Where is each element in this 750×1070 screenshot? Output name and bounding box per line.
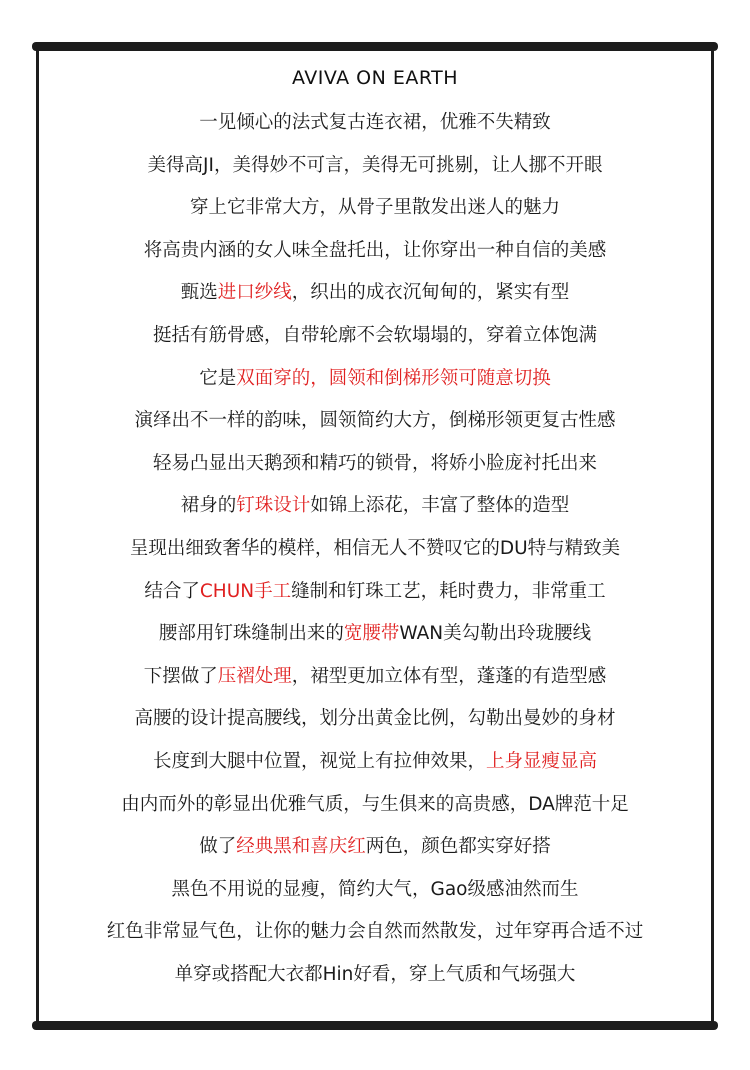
description-line <box>44 400 706 443</box>
line-text: 单穿或搭配大衣都Hin好看，穿上气质和气场强大 <box>174 963 576 985</box>
line-text: 挺括有筋骨感，自带轮廓不会软塌塌的，穿着立体饱满 <box>152 324 597 346</box>
description-line <box>44 954 706 997</box>
highlighted-text: 宽腰带 <box>343 623 400 645</box>
line-text: 下摆做了 <box>143 665 218 687</box>
line-text: ，织出的成衣沉甸甸的，紧实有型 <box>291 282 570 304</box>
description-line <box>44 485 706 528</box>
line-text: 穿上它非常大方，从骨子里散发出迷人的魅力 <box>189 197 560 219</box>
description-line <box>44 571 706 614</box>
line-text: 黑色不用说的显瘦，简约大气，Gao级感油然而生 <box>171 878 579 900</box>
scroll-bottom-bar <box>32 1021 718 1030</box>
line-text: 甄选 <box>180 282 218 304</box>
line-text: 轻易凸显出天鹅颈和精巧的锁骨，将娇小脸庞衬托出来 <box>152 452 597 474</box>
line-text: 红色非常显气色，让你的魅力会自然而然散发，过年穿再合适不过 <box>106 921 644 943</box>
description-line <box>44 358 706 401</box>
line-text: 由内而外的彰显出优雅气质，与生俱来的高贵感，DA牌范十足 <box>121 793 629 815</box>
description-line <box>44 145 706 188</box>
line-text: 演绎出不一样的韵味，圆领简约大方，倒梯形领更复古性感 <box>134 410 616 432</box>
scroll-right-edge <box>711 50 714 1022</box>
description-line <box>44 102 706 145</box>
description-line <box>44 826 706 869</box>
description-line <box>44 613 706 656</box>
line-text: 结合了 <box>144 580 200 602</box>
description-line <box>44 741 706 784</box>
highlighted-text: 压褶处理 <box>217 665 292 687</box>
description-line <box>44 911 706 954</box>
line-text: 它是 <box>199 367 237 389</box>
line-text: 将高贵内涵的女人味全盘托出，让你穿出一种自信的美感 <box>143 239 607 261</box>
line-text: 一见倾心的法式复古连衣裙，优雅不失精致 <box>199 112 551 133</box>
description-line <box>44 528 706 571</box>
line-text: 美得高JI，美得妙不可言，美得无可挑剔，让人挪不开眼 <box>147 154 603 176</box>
line-text: ，裙型更加立体有型，蓬蓬的有造型感 <box>291 665 607 687</box>
highlighted-text: 双面穿的，圆领和倒梯形领可随意切换 <box>236 367 551 389</box>
line-text: 两色，颜色都实穿好搭 <box>365 836 551 858</box>
highlighted-text: 钉珠设计 <box>236 495 311 517</box>
line-text: 做了 <box>199 836 237 858</box>
line-text: 如锦上添花，丰富了整体的造型 <box>310 495 570 517</box>
brand-title: AVIVA ON EARTH <box>291 67 459 89</box>
scroll-top-bar <box>32 42 718 51</box>
line-text: WAN美勾勒出玲珑腰线 <box>399 623 592 645</box>
line-text: 缝制和钉珠工艺，耗时费力，非常重工 <box>291 580 606 602</box>
description-line <box>44 784 706 827</box>
description-line <box>44 656 706 699</box>
description-line <box>44 869 706 912</box>
description-line <box>44 315 706 358</box>
line-text: 裙身的 <box>180 495 237 517</box>
description-line <box>44 443 706 486</box>
highlighted-text: 进口纱线 <box>217 282 292 304</box>
line-text: 呈现出细致奢华的模样，相信无人不赞叹它的DU特与精致美 <box>129 537 621 559</box>
line-text: 高腰的设计提高腰线，划分出黄金比例，勾勒出曼妙的身材 <box>134 708 616 730</box>
description-line <box>44 230 706 273</box>
line-text: 腰部用钉珠缝制出来的 <box>158 623 344 645</box>
description-line <box>44 698 706 741</box>
description-line <box>44 272 706 315</box>
line-text: 长度到大腿中位置，视觉上有拉伸效果， <box>152 750 486 772</box>
highlighted-text: CHUN手工 <box>199 580 292 602</box>
scroll-left-edge <box>36 50 39 1022</box>
description-line <box>44 187 706 230</box>
description-panel <box>44 60 706 996</box>
highlighted-text: 经典黑和喜庆红 <box>236 836 366 858</box>
description-lines <box>44 102 706 996</box>
highlighted-text: 上身显瘦显高 <box>486 750 598 772</box>
